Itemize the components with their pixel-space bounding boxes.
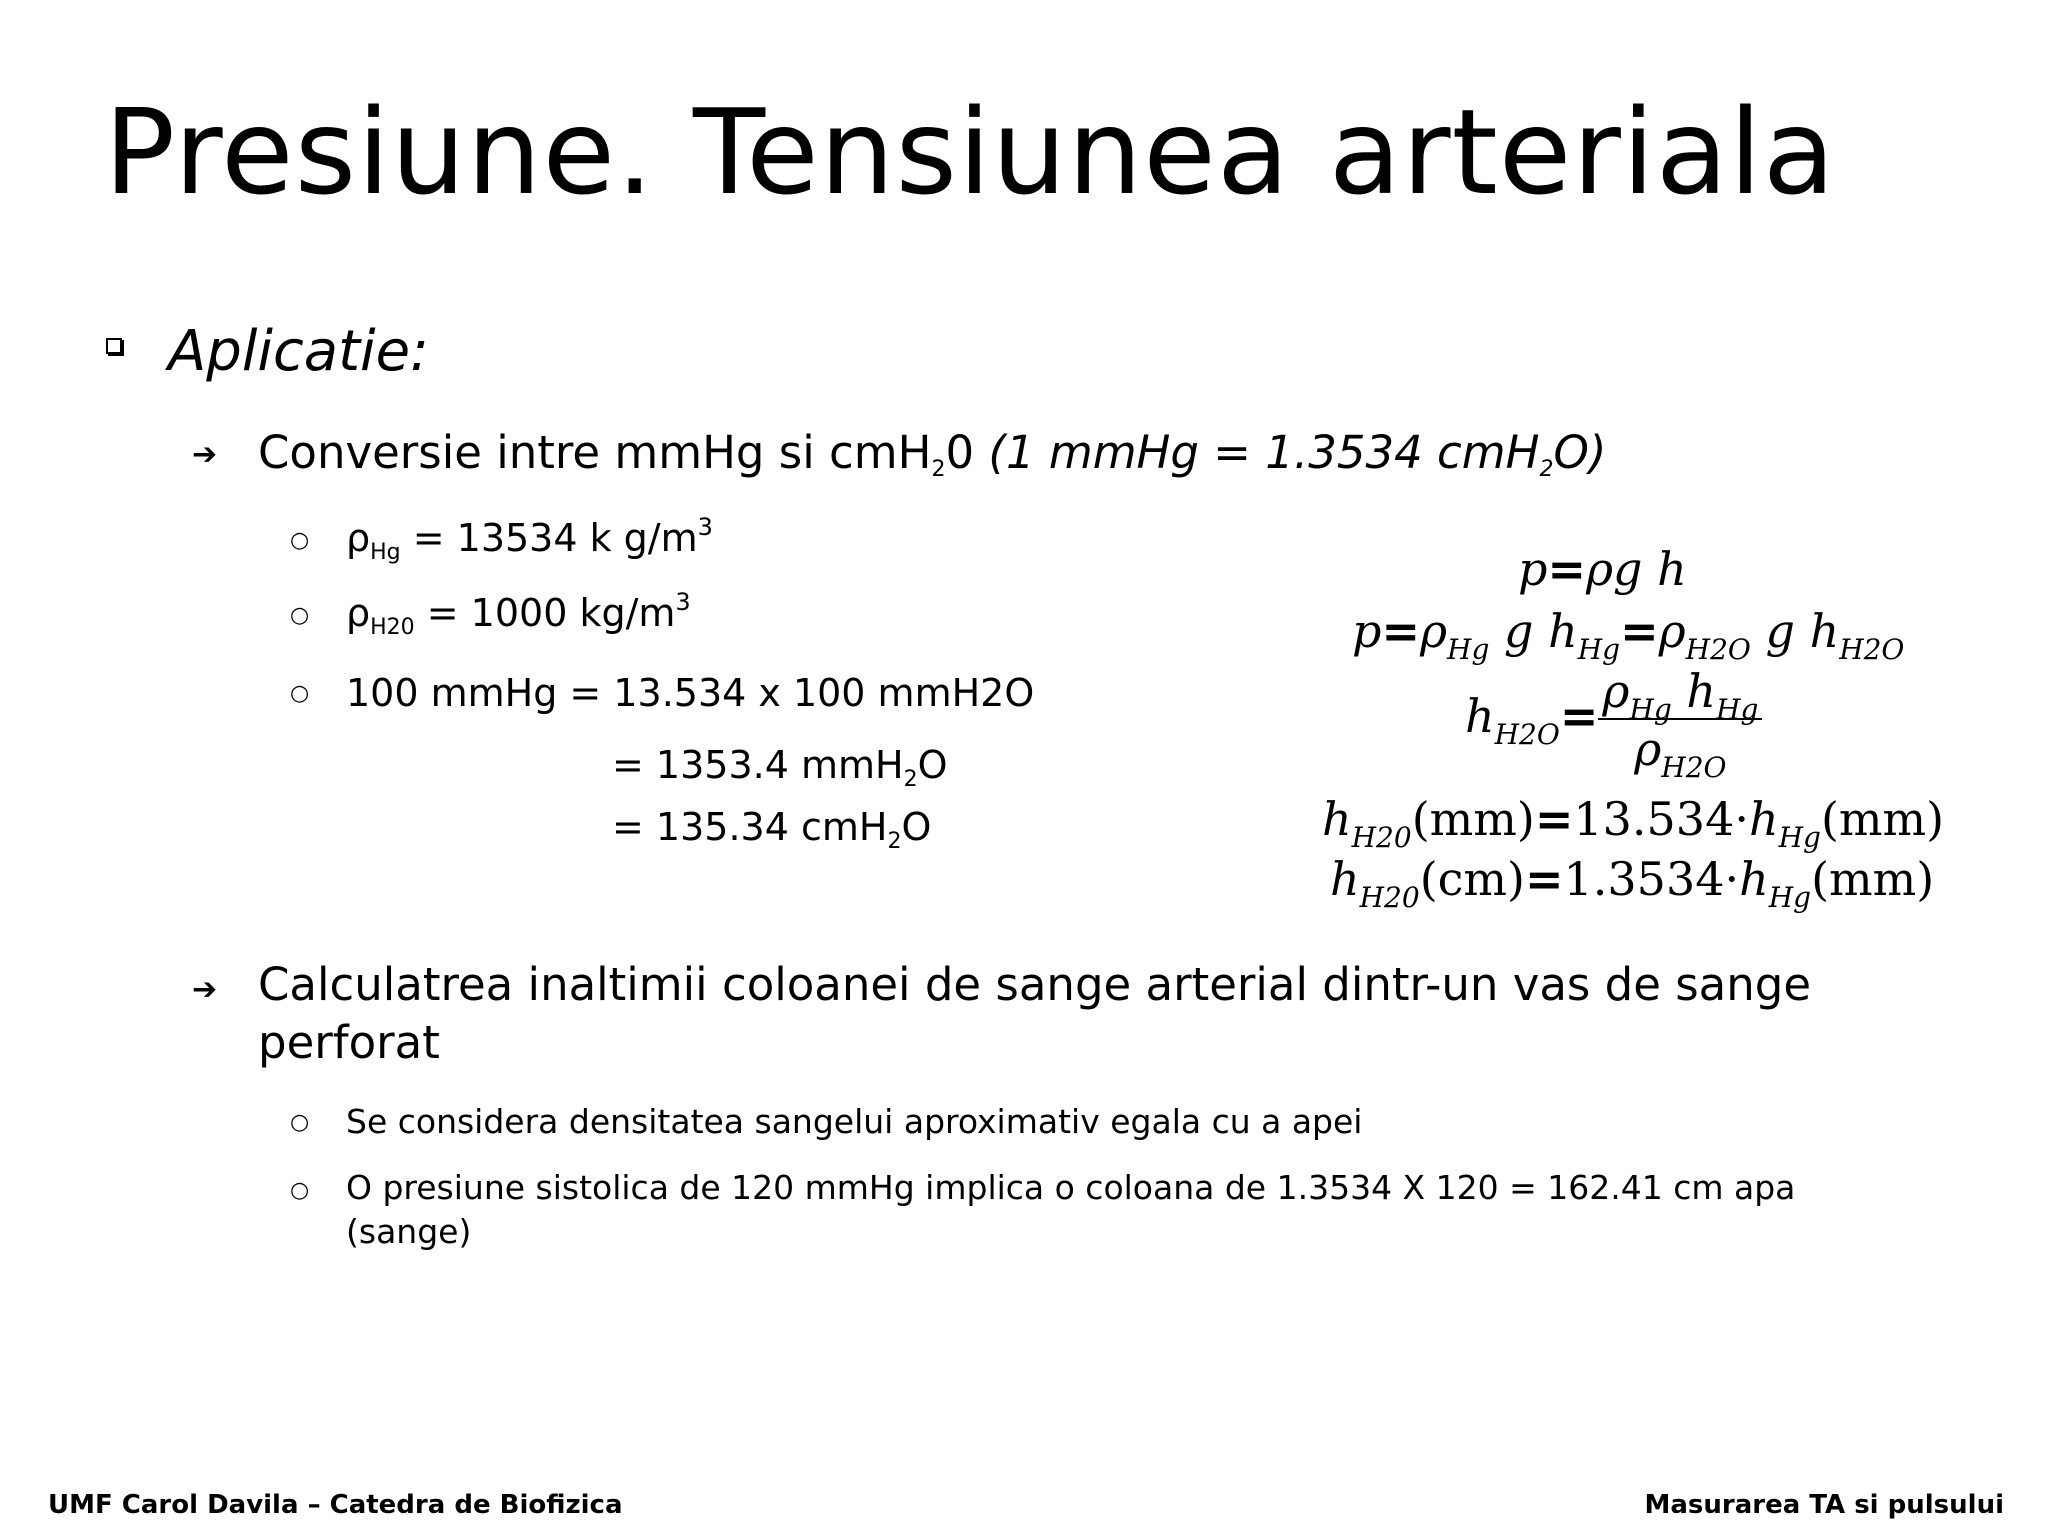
conversion-line: 100 mmHg = 13.534 x 100 mmH2O: [346, 671, 1035, 715]
formula-h-mm: $h_{H20}(mm)=13.534\cdot h_{Hg}(mm)$: [1322, 792, 1945, 854]
footer-left: UMF Carol Davila – Catedra de Biofizica: [48, 1490, 623, 1520]
circle-bullet-icon: ○: [290, 681, 310, 706]
formula-pressure-equality: $p=\rho_{Hg}$ g $h_{Hg}=\rho_{H2O}$ g $h_{H2O}$: [1352, 604, 1905, 666]
systolic-pressure-line2: (sange): [346, 1212, 472, 1251]
circle-bullet-icon: ○: [290, 528, 310, 553]
circle-bullet-icon: ○: [290, 1178, 310, 1203]
circle-bullet-icon: ○: [290, 603, 310, 628]
formula-h-h2o-fraction: $h_{H2O}=$ $\frac{\rho_{Hg} h_{Hg}}{\rho_{H2O}}$: [1465, 668, 1762, 772]
formula-h-cm: $h_{H20}(cm)=1.3534\cdot h_{Hg}(mm)$: [1330, 852, 1935, 914]
formula-p-rho-g-h: p=ρg h: [1518, 542, 1687, 596]
footer-right: Masurarea TA si pulsului: [1644, 1490, 2004, 1520]
square-bullet-icon: [106, 338, 122, 354]
aplicatie-heading: Aplicatie:: [168, 319, 429, 384]
conversion-heading: Conversie intre mmHg si cmH$_2$0 (1 mmHg = 1.3534 cmH$_2$O): [258, 426, 1607, 482]
density-note: Se considera densitatea sangelui aproximativ egala cu a apei: [346, 1102, 1363, 1141]
blood-column-heading-line1: Calculatrea inaltimii coloanei de sange arterial dintr-un vas de sange: [258, 958, 1812, 1011]
fraction: $\frac{\rho_{Hg} h_{Hg}}{\rho_{H2O}}$: [1598, 668, 1762, 772]
result-mmh2o: = 1353.4 mmH$_2$O: [612, 743, 948, 792]
slide-title: Presiune. Tensiunea arteriala: [104, 83, 1837, 221]
result-cmh2o: = 135.34 cmH$_2$O: [612, 805, 932, 854]
rho-h2o-line: $\rho_{H20} = 1000$ $kg/m^3$: [346, 588, 691, 640]
arrow-bullet-icon: ➔: [192, 972, 218, 1007]
blood-column-heading-line2: perforat: [258, 1016, 440, 1069]
rho-hg-line: $\rho_{Hg} = 13534$ k $g/m^3$: [346, 513, 713, 565]
arrow-bullet-icon: ➔: [192, 437, 218, 472]
circle-bullet-icon: ○: [290, 1110, 310, 1135]
systolic-pressure-line1: O presiune sistolica de 120 mmHg implica o coloana de 1.3534 X 120 = 162.41 cm apa: [346, 1168, 1796, 1207]
